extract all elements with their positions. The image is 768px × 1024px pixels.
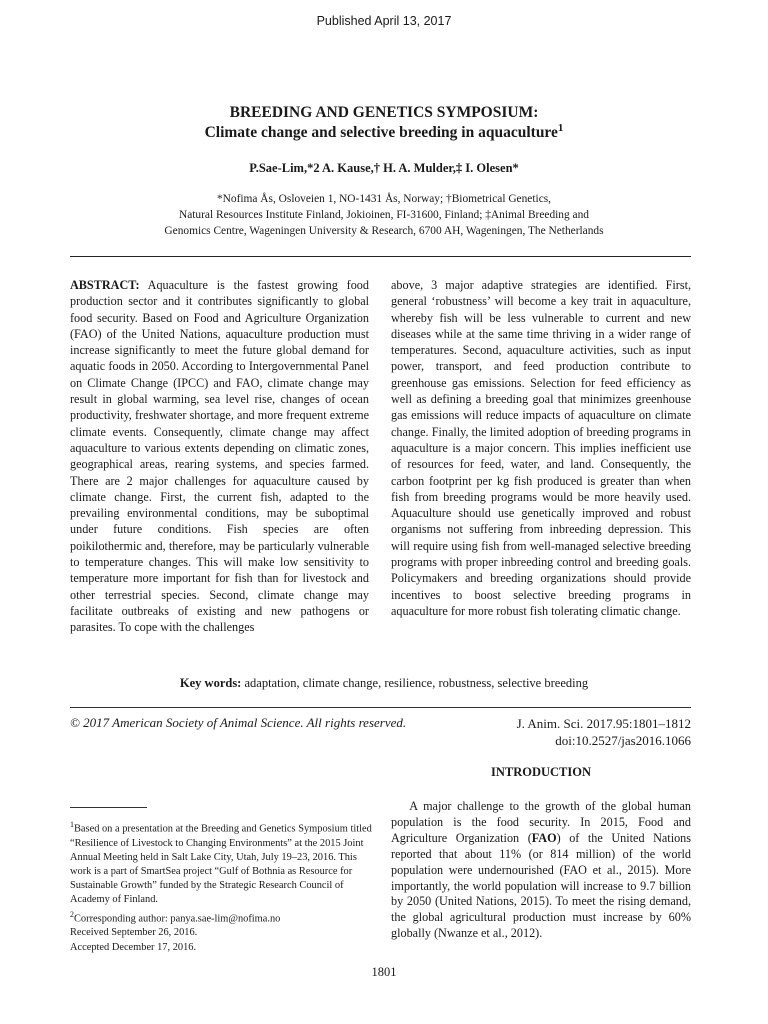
- footnote-2-text: Corresponding author: panya.sae-lim@nofima.no: [74, 913, 281, 925]
- keywords: [0, 676, 768, 691]
- footnote-2: [70, 908, 375, 927]
- intro-text-after: ) of the United Nations reported that about 11% (or 814 million) of the world population were undernourished (FAO et al., 2015). More importantly, the world population will increase to 9.7 billion by 2050 (United Nations, 2015). To meet the rising demand, the global agricultural production must increase by 60% globally (Nwanze et al., 2012).: [391, 830, 692, 941]
- doi: doi:10.2527/jas2016.1066: [555, 733, 691, 748]
- keywords-text: adaptation, climate change, resilience, robustness, selective breeding: [244, 676, 589, 690]
- keywords-label: Key words:: [179, 676, 242, 690]
- author-list: P.Sae-Lim,*2 A. Kause,† H. A. Mulder,‡ I. Olesen*: [249, 161, 519, 175]
- intro-text-before: A major challenge to the growth of the global human population is the food security. In 2015, Food and Agriculture Organization (: [391, 799, 691, 845]
- citation-divider: [70, 707, 691, 708]
- received-date: Received September 26, 2016.: [70, 927, 198, 939]
- footnote-1-text: Based on a presentation at the Breeding and Genetics Symposium titled “Resilience of Livestock to Changing Environments” at the 2015 Joint Annual Meeting held in Salt Lake City, Utah, July 19–23, 2016. This work is a part of SmartSea project “Gulf of Bothnia as Resource for Sustainable Growth” funded by the Strategic Research Council of Academy of Finland.: [70, 823, 372, 906]
- article-title-line1: BREEDING AND GENETICS SYMPOSIUM:: [229, 104, 539, 121]
- abstract-text-left: Aquaculture is the fastest growing food production sector and it contributes significantly to global food security. Based on Food and Agriculture Organization (FAO) of the United Nations, aquaculture production must increase significantly to meet the future global demand for aquatic foods in 2050. According to Intergovernmental Panel on Climate Change (IPCC) and FAO, climate change may result in global warming, sea level rise, changes of ocean productivity, freshwater shortage, and more frequent extreme climate events. Consequently, climate change may affect aquaculture to various extents depending on climatic zones, geographical areas, rearing systems, and species farmed. There are 2 major challenges for aquaculture caused by climate change. First, the current fish, adapted to the prevailing environmental conditions, may be suboptimal under future conditions. Fish species are often poikilothermic and, therefore, may be particularly vulnerable to temperature changes. This will make low sensitivity to temperature more important for fish than for livestock and other terrestrial species. Second, climate change may facilitate outbreaks of existing and new pathogens or parasites. To cope with the challenges: [70, 278, 369, 635]
- article-title-line2: [0, 122, 768, 142]
- abstract-right-column: [391, 277, 691, 619]
- footnote-1-mark: 1: [70, 820, 74, 829]
- introduction-heading: INTRODUCTION: [490, 765, 591, 779]
- published-date: Published April 13, 2017: [316, 14, 452, 28]
- introduction-body: [391, 799, 691, 942]
- article-subtitle: Climate change and selective breeding in aquaculture: [204, 124, 558, 142]
- footnotes: [70, 818, 375, 955]
- affiliation-line: *Nofima Ås, Osloveien 1, NO-1431 Ås, Norway; †Biometrical Genetics,: [216, 193, 552, 205]
- footnote-1: [70, 818, 375, 908]
- journal-reference: J. Anim. Sci. 2017.95:1801–1812: [516, 716, 691, 731]
- affiliation-line: Genomics Centre, Wageningen University & Research, 6700 AH, Wageningen, The Netherlands: [164, 225, 604, 237]
- accepted-date: Accepted December 17, 2016.: [70, 941, 197, 953]
- footnote-divider: [70, 807, 147, 808]
- abstract-label: ABSTRACT:: [70, 278, 140, 292]
- affiliation-line: Natural Resources Institute Finland, Jokioinen, FI-31600, Finland; ‡Animal Breeding and: [178, 209, 589, 221]
- header-divider: [70, 256, 691, 257]
- journal-citation: [517, 715, 691, 749]
- copyright-notice: © 2017 American Society of Animal Science. All rights reserved.: [70, 715, 407, 730]
- page-number: 1801: [371, 965, 397, 979]
- title-footnote-mark: 1: [557, 122, 564, 134]
- footnote-2-mark: 2: [70, 909, 74, 919]
- affiliations: [0, 191, 768, 239]
- intro-abbr: FAO: [531, 830, 557, 845]
- abstract-left-column: [70, 277, 369, 636]
- abstract-text-right: above, 3 major adaptive strategies are identified. First, general ‘robustness’ will become a key trait in aquaculture, whereby fish will be less vulnerable to current and new diseases while at the same time thriving in a wider range of temperatures. Second, aquaculture activities, such as input power, transport, and feed production contribute to greenhouse gas emissions. Selection for feed efficiency as well as defining a breeding goal that minimizes greenhouse gas emissions will reduce impacts of aquaculture on climate change. Finally, the limited adoption of breeding programs in aquaculture is a major concern. This implies inefficient use of resources for feed, water, and land. Consequently, the carbon footprint per kg fish produced is greater than when fish from breeding programs would be more heavily used. Aquaculture should use genetically improved and robust organisms not suffering from inbreeding depression. This will require using fish from well-managed selective breeding programs with proper inbreeding control and breeding goals. Policymakers and breeding organizations should provide incentives to boost selective breeding programs in aquaculture for more robust fish tolerating climatic change.: [391, 278, 691, 618]
